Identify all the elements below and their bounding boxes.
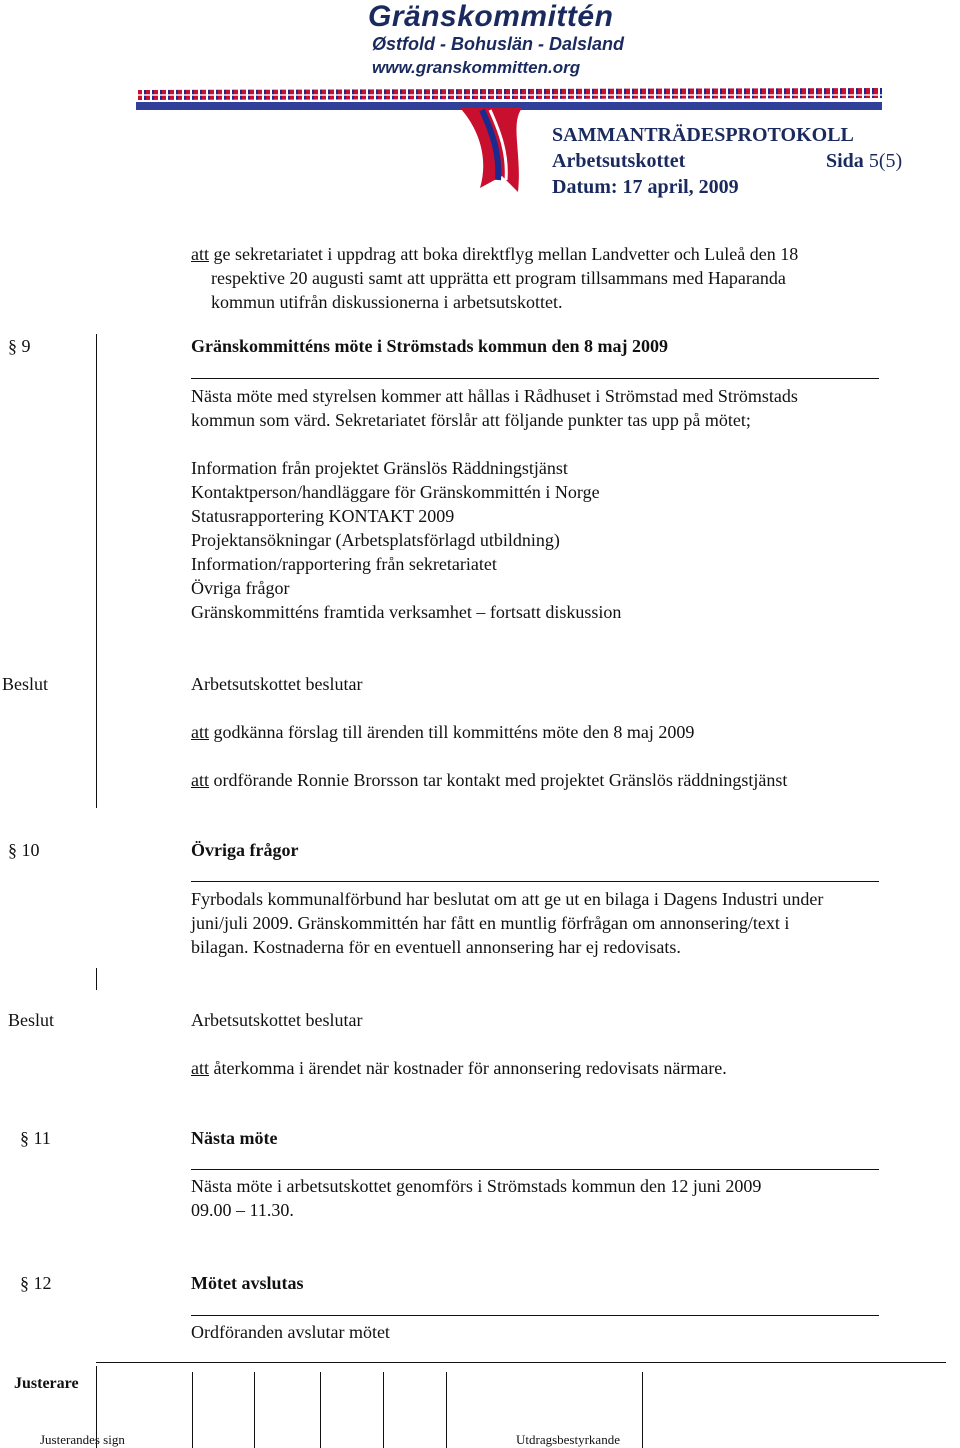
logo-url: www.granskommitten.org [372,58,581,77]
section-11-rule [191,1169,879,1170]
section-10-rule [191,881,879,882]
page-indicator [826,150,902,173]
section-11-para-2: 09.00 – 11.30. [191,1200,294,1220]
section-10-para-2: juni/juli 2009. Gränskommittén har fått en muntlig förfrågan om annonsering/text i [191,913,790,933]
page-value: 5(5) [868,150,903,172]
intro-line-1 [191,242,798,266]
att-keyword: att [191,1058,209,1078]
section-9-beslut-heading: Arbetsutskottet beslutar [191,674,363,694]
footer-divider [192,1372,193,1448]
section-10-decision-1 [191,1056,727,1080]
body-name: Arbetsutskottet [552,150,686,172]
section-9-title: Gränskommitténs möte i Strömstads kommun den 8 maj 2009 [191,336,668,356]
footer-divider [383,1372,384,1448]
section-11-title: Nästa möte [191,1128,278,1148]
section-11-para-1: Nästa möte i arbetsutskottet genomförs i Strömstads kommun den 12 juni 2009 [191,1176,762,1196]
section-9-para-2: kommun som värd. Sekretariatet förslår att följande punkter tas upp på mötet; [191,410,751,430]
intro-text-1: ge sekretariatet i uppdrag att boka direktflyg mellan Landvetter och Luleå den 18 [209,244,799,264]
footer-divider [642,1372,643,1448]
att-keyword: att [191,770,209,790]
section-12-rule [191,1315,879,1316]
margin-line-lower [96,968,97,990]
section-12-number: § 12 [20,1273,52,1293]
decision-text: godkänna förslag till ärenden till kommitténs möte den 8 maj 2009 [209,722,695,742]
section-9-rule [191,378,879,379]
agenda-item: Information från projektet Gränslös Räddningstjänst [191,458,568,478]
agenda-item: Gränskommitténs framtida verksamhet – fortsatt diskussion [191,602,622,622]
justerare-label: Justerare [14,1375,79,1392]
section-9-number: § 9 [8,336,31,356]
decision-text: återkomma i ärendet när kostnader för annonsering redovisats närmare. [209,1058,727,1078]
doc-type: SAMMANTRÄDESPROTOKOLL [552,124,854,146]
footer-divider [446,1372,447,1448]
footer-divider [320,1372,321,1448]
justerandes-sign-label: Justerandes sign [40,1432,125,1447]
intro-line-3: kommun utifrån diskussionerna i arbetsutskottet. [211,292,563,312]
section-12-title: Mötet avslutas [191,1273,304,1293]
agenda-item: Kontaktperson/handläggare för Gränskommittén i Norge [191,482,600,502]
logo-title: Gränskommittén [368,0,614,33]
section-10-title: Övriga frågor [191,840,299,860]
agenda-item: Information/rapportering från sekretariatet [191,554,497,574]
section-9-decision-1 [191,720,694,744]
agenda-item: Övriga frågor [191,578,290,598]
margin-line-upper [96,334,97,808]
page-label: Sida [826,150,864,172]
section-10-para-1: Fyrbodals kommunalförbund har beslutat om att ge ut en bilaga i Dagens Industri under [191,889,824,909]
utdragsbestyrkande-label: Utdragsbestyrkande [516,1432,620,1447]
att-keyword: att [191,244,209,264]
section-10-para-3: bilagan. Kostnaderna för en eventuell annonsering har ej redovisats. [191,937,681,957]
att-keyword: att [191,722,209,742]
decision-text: ordförande Ronnie Brorsson tar kontakt med projektet Gränslös räddningstjänst [209,770,788,790]
section-10-beslut-label: Beslut [8,1010,55,1030]
agenda-item: Projektansökningar (Arbetsplatsförlagd utbildning) [191,530,560,550]
logo-subtitle: Østfold - Bohuslän - Dalsland [372,34,625,54]
section-10-number: § 10 [8,840,40,860]
section-9-beslut-label: Beslut [2,674,49,694]
section-12-para-1: Ordföranden avslutar mötet [191,1322,390,1342]
meeting-date: Datum: 17 april, 2009 [552,176,739,198]
footer-divider [254,1372,255,1448]
section-9-decision-2 [191,768,787,792]
agenda-item: Statusrapportering KONTAKT 2009 [191,506,455,526]
intro-line-2: respektive 20 augusti samt att upprätta ett program tillsammans med Haparanda [211,268,786,288]
section-9-para-1: Nästa möte med styrelsen kommer att hållas i Rådhuset i Strömstad med Strömstads [191,386,798,406]
section-11-number: § 11 [20,1128,51,1148]
footer-rule [96,1362,946,1363]
section-10-beslut-heading: Arbetsutskottet beslutar [191,1010,363,1030]
